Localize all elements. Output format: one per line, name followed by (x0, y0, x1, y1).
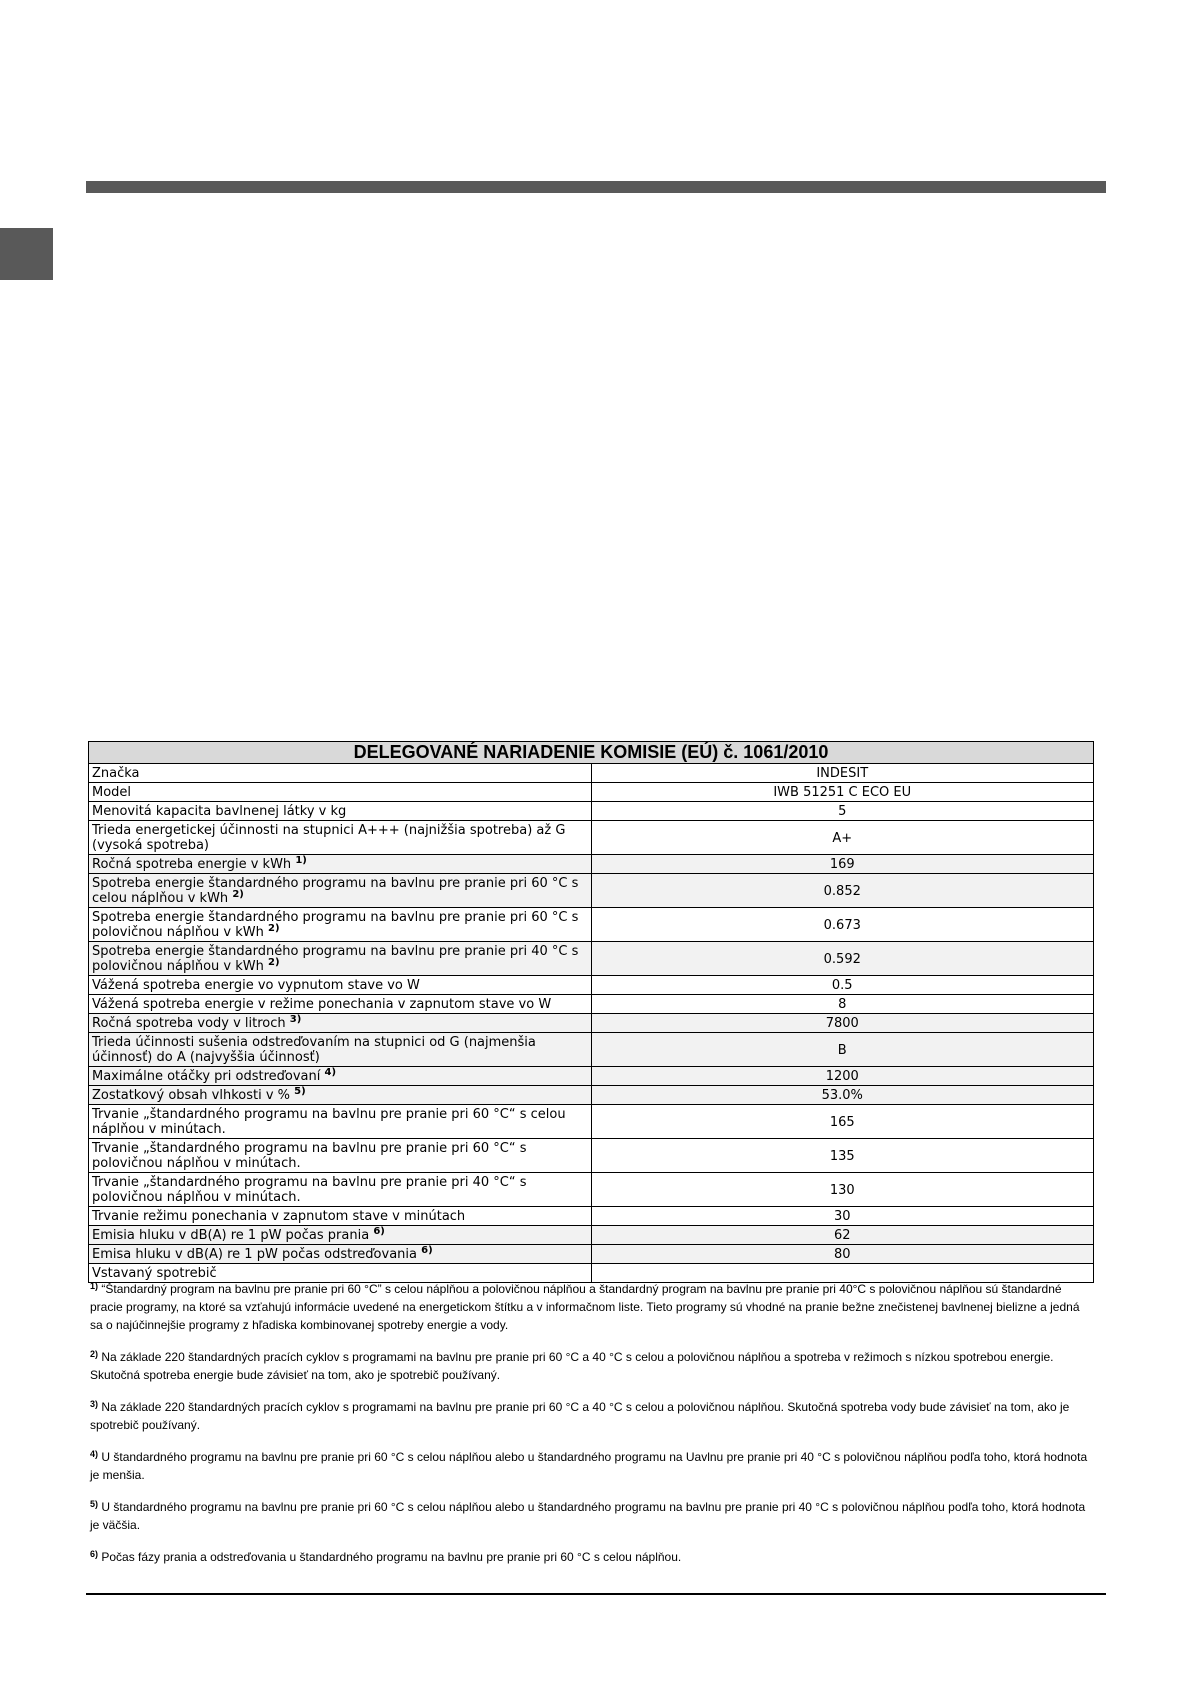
row-value: 80 (591, 1245, 1094, 1264)
row-value: 30 (591, 1207, 1094, 1226)
table-row (89, 764, 1094, 783)
row-label-cell (89, 1245, 592, 1264)
row-label: Značka (92, 766, 140, 781)
row-value: INDESIT (591, 764, 1094, 783)
footnote-ref: 2) (268, 957, 280, 968)
regulation-table (88, 741, 1094, 1283)
row-label-cell (89, 802, 592, 821)
row-label: Ročná spotreba energie v kWh (92, 857, 292, 872)
table-row (89, 1173, 1094, 1207)
row-label-cell (89, 1105, 592, 1139)
row-label-cell (89, 995, 592, 1014)
table-row (89, 783, 1094, 802)
row-value: 0.852 (591, 874, 1094, 908)
row-value: 0.673 (591, 908, 1094, 942)
row-label: Emisa hluku v dB(A) re 1 pW počas odstreďovania (92, 1247, 417, 1262)
table-title: DELEGOVANÉ NARIADENIE KOMISIE (EÚ) č. 1061/2010 (89, 742, 1094, 764)
row-value: 62 (591, 1226, 1094, 1245)
footnote-ref: 3) (289, 1014, 302, 1025)
row-value: 169 (591, 855, 1094, 874)
table-row (89, 821, 1094, 855)
table-row (89, 1245, 1094, 1264)
table-row (89, 874, 1094, 908)
table-row (89, 1207, 1094, 1226)
footnote-ref: 2) (268, 923, 280, 934)
table-row (89, 855, 1094, 874)
table-row (89, 1086, 1094, 1105)
row-value: 130 (591, 1173, 1094, 1207)
row-value: 53.0% (591, 1086, 1094, 1105)
footnote (90, 1398, 1090, 1434)
row-label: Spotreba energie štandardného programu na bavlnu pre pranie pri 60 °C s celou náplňou v kWh (92, 876, 579, 906)
row-label: Trieda energetickej účinnosti na stupnici A+++ (najnižšia spotreba) až G (vysoká spotreba) (92, 823, 566, 853)
row-label-cell (89, 764, 592, 783)
row-label: Menovitá kapacita bavlnenej látky v kg (92, 804, 347, 819)
row-label: Trvanie „štandardného programu na bavlnu pre pranie pri 60 °C“ s polovičnou náplňou v minútach. (92, 1141, 527, 1171)
footnote-number: 3) (90, 1399, 99, 1409)
footnote-number: 4) (90, 1449, 99, 1459)
row-label-cell (89, 1173, 592, 1207)
row-value: B (591, 1033, 1094, 1067)
row-label: Trvanie režimu ponechania v zapnutom stave v minútach (92, 1209, 466, 1224)
table-body (89, 764, 1094, 1283)
row-value: 165 (591, 1105, 1094, 1139)
row-value: 135 (591, 1139, 1094, 1173)
footnote-number: 6) (90, 1549, 99, 1559)
row-label-cell (89, 1067, 592, 1086)
row-label: Zostatkový obsah vlhkosti v % (92, 1088, 291, 1103)
row-label-cell (89, 1086, 592, 1105)
footnote (90, 1348, 1090, 1384)
table-row (89, 1139, 1094, 1173)
table-row (89, 942, 1094, 976)
footnote-ref: 5) (294, 1086, 306, 1097)
row-value: IWB 51251 C ECO EU (591, 783, 1094, 802)
row-value: 8 (591, 995, 1094, 1014)
row-label: Vstavaný spotrebič (92, 1266, 217, 1281)
row-value: 0.592 (591, 942, 1094, 976)
footnote-number: 5) (90, 1499, 99, 1509)
table-row (89, 1105, 1094, 1139)
side-tab-marker (0, 228, 53, 280)
footnotes (90, 1280, 1090, 1580)
row-label-cell (89, 1207, 592, 1226)
footnote-ref: 6) (373, 1226, 385, 1237)
table-row (89, 908, 1094, 942)
row-label-cell (89, 1033, 592, 1067)
table-row (89, 976, 1094, 995)
footnote-text: “Štandardný program na bavlnu pre pranie pri 60 °C” s celou náplňou a polovičnou náplňou a štandardný program na bavlnu pre pranie pri 40°C s polovičnou náplňou sú štandardné pracie programy, na ktoré sa vzťahujú informácie uvedené na energetickom štítku a v informačnom liste. Tieto programy sú vhodné na pranie bežne znečistenej bavlnenej bielizne a jedná sa o najúčinnejšie programy z hľadiska kombinovanej spotreby energie a vody. (90, 1282, 1080, 1332)
table-row (89, 802, 1094, 821)
row-label: Vážená spotreba energie v režime ponechania v zapnutom stave vo W (92, 997, 552, 1012)
row-label-cell (89, 1226, 592, 1245)
row-label-cell (89, 908, 592, 942)
row-label: Vážená spotreba energie vo vypnutom stave vo W (92, 978, 420, 993)
footnote (90, 1280, 1090, 1334)
footnote-text: U štandardného programu na bavlnu pre pranie pri 60 °C s celou náplňou alebo u štandardného programu na Uavlnu pre pranie pri 40 °C s polovičnou náplňou podľa toho, ktorá hodnota je menšia. (90, 1450, 1088, 1482)
footnote-text: Na základe 220 štandardných pracích cyklov s programami na bavlnu pre pranie pri 60 °C a 40 °C s celou a polovičnou náplňou a spotreba v režimoch s nízkou spotrebou energie. Skutočná spotreba energie bude závisieť na tom, ako je spotrebič používaný. (90, 1350, 1054, 1382)
footnote-text: U štandardného programu na bavlnu pre pranie pri 60 °C s celou náplňou alebo u štandardného programu na bavlnu pre pranie pri 40 °C s polovičnou náplňou podľa toho, ktorá hodnota je väčšia. (90, 1500, 1086, 1532)
row-label: Ročná spotreba vody v litroch (92, 1016, 286, 1031)
row-label-cell (89, 1014, 592, 1033)
row-label: Model (92, 785, 132, 800)
row-label: Trvanie „štandardného programu na bavlnu pre pranie pri 60 °C“ s celou náplňou v minútach. (92, 1107, 566, 1137)
row-label: Trieda účinnosti sušenia odstreďovaním na stupnici od G (najmenšia účinnosť) do A (najvyššia účinnosť) (92, 1035, 536, 1065)
row-value: 5 (591, 802, 1094, 821)
row-label-cell (89, 976, 592, 995)
table-row (89, 1067, 1094, 1086)
row-label: Maximálne otáčky pri odstreďovaní (92, 1069, 321, 1084)
row-value: 0.5 (591, 976, 1094, 995)
row-label: Emisia hluku v dB(A) re 1 pW počas prania (92, 1228, 370, 1243)
footnote-ref: 2) (232, 889, 244, 900)
footnote (90, 1548, 1090, 1566)
table-row (89, 995, 1094, 1014)
footnote-ref: 1) (295, 855, 307, 866)
row-value: 7800 (591, 1014, 1094, 1033)
row-value: 1200 (591, 1067, 1094, 1086)
footnote-text: Počas fázy prania a odstreďovania u štandardného programu na bavlnu pre pranie pri 60 °C s celou náplňou. (101, 1550, 682, 1564)
row-label-cell (89, 855, 592, 874)
top-rule (86, 181, 1106, 193)
table-row (89, 1033, 1094, 1067)
footnote-number: 1) (90, 1281, 99, 1291)
row-label: Trvanie „štandardného programu na bavlnu pre pranie pri 40 °C“ s polovičnou náplňou v minútach. (92, 1175, 527, 1205)
row-value: A+ (591, 821, 1094, 855)
row-label-cell (89, 1139, 592, 1173)
footnote-ref: 6) (421, 1245, 433, 1256)
footnote-ref: 4) (324, 1067, 337, 1078)
footnote-number: 2) (90, 1349, 99, 1359)
row-label: Spotreba energie štandardného programu na bavlnu pre pranie pri 40 °C s polovičnou náplňou v kWh (92, 944, 579, 974)
footnote-text: Na základe 220 štandardných pracích cyklov s programami na bavlnu pre pranie pri 60 °C a 40 °C s celou a polovičnou náplňou. Skutočná spotreba vody bude závisieť na tom, ako je spotrebič používaný. (90, 1400, 1070, 1432)
table-row (89, 1014, 1094, 1033)
footnote (90, 1448, 1090, 1484)
row-label-cell (89, 874, 592, 908)
row-label-cell (89, 942, 592, 976)
row-label-cell (89, 821, 592, 855)
footnote (90, 1498, 1090, 1534)
bottom-rule (86, 1593, 1106, 1595)
row-label: Spotreba energie štandardného programu na bavlnu pre pranie pri 60 °C s polovičnou náplňou v kWh (92, 910, 579, 940)
table-row (89, 1226, 1094, 1245)
row-label-cell (89, 783, 592, 802)
